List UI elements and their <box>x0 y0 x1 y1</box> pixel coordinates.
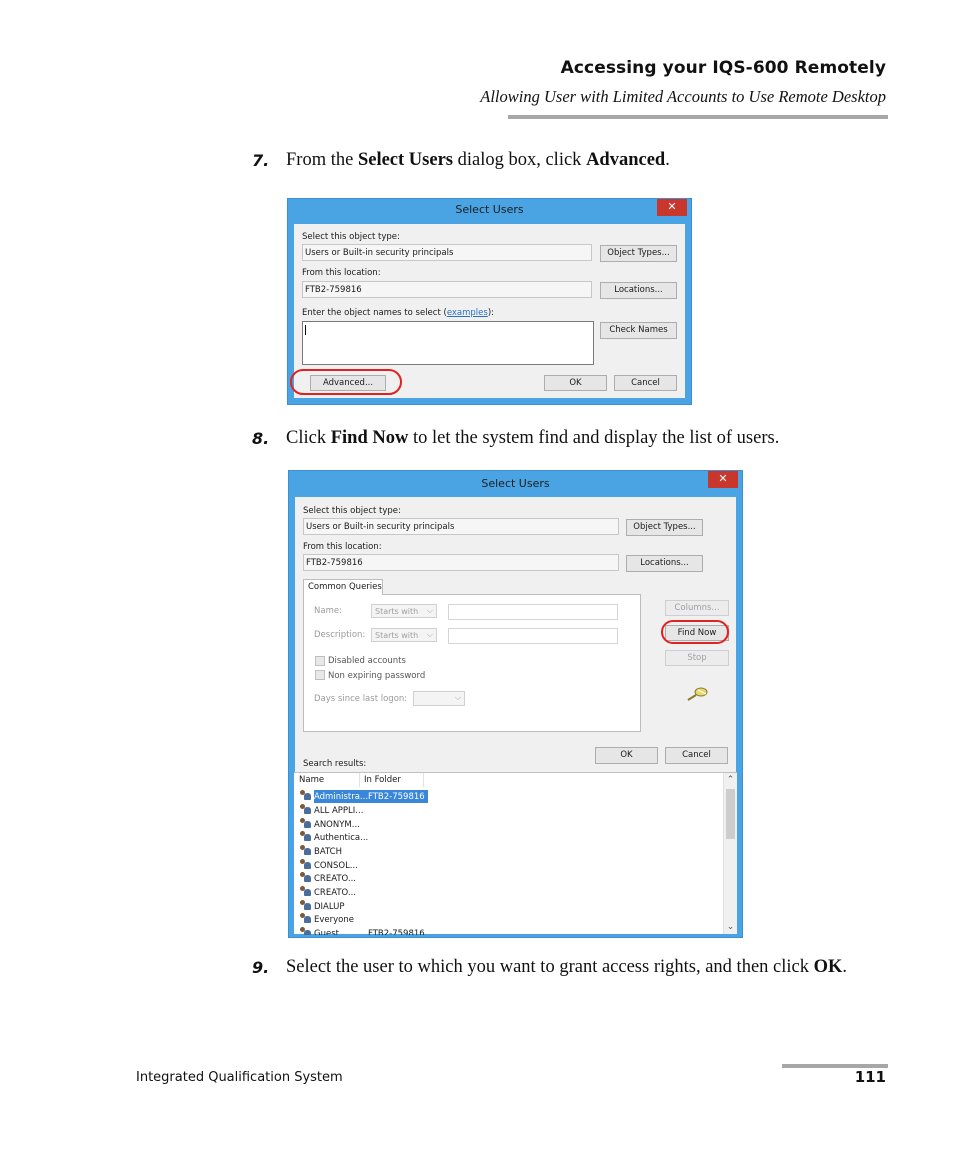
group-icon <box>300 913 312 924</box>
group-icon <box>300 872 312 883</box>
description-condition-select[interactable]: Starts with ⌵ <box>371 628 437 642</box>
name-label: Name: <box>314 606 342 616</box>
object-types-button[interactable]: Object Types... <box>626 519 703 536</box>
chevron-down-icon: ⌵ <box>454 693 461 702</box>
location-label: From this location: <box>303 542 382 552</box>
non-expiring-password-checkbox[interactable] <box>315 670 325 680</box>
close-icon[interactable]: ✕ <box>708 471 738 488</box>
highlight-circle <box>661 620 729 644</box>
result-row[interactable]: Everyone <box>300 913 354 926</box>
cancel-button[interactable]: Cancel <box>665 747 728 764</box>
chevron-down-icon: ⌵ <box>426 630 433 639</box>
step-number: 9. <box>252 958 270 977</box>
object-type-field: Users or Built-in security principals <box>303 518 619 535</box>
group-icon <box>300 831 312 842</box>
object-type-label: Select this object type: <box>303 506 401 516</box>
group-icon <box>300 804 312 815</box>
object-types-button[interactable]: Object Types... <box>600 245 677 262</box>
advanced-button[interactable]: Advanced... <box>310 375 386 391</box>
result-row[interactable]: Authentica... <box>300 831 368 844</box>
group-icon <box>300 900 312 911</box>
result-row[interactable]: CONSOL... <box>300 859 358 872</box>
object-names-label: Enter the object names to select (examples): <box>302 308 495 318</box>
check-names-button[interactable]: Check Names <box>600 322 677 339</box>
result-row[interactable]: ANONYM... <box>300 818 360 831</box>
result-row[interactable]: CREATO... <box>300 872 356 885</box>
dialog-title: Select Users <box>455 203 524 216</box>
location-label: From this location: <box>302 268 381 278</box>
name-input[interactable] <box>448 604 618 620</box>
days-since-logon-select[interactable] <box>413 691 465 706</box>
chevron-up-icon[interactable]: ⌃ <box>726 775 735 785</box>
result-row[interactable]: Administra...FTB2-759816 <box>300 790 425 803</box>
search-results-list[interactable] <box>294 772 737 934</box>
locations-button[interactable]: Locations... <box>600 282 677 299</box>
result-row[interactable]: CREATO... <box>300 886 356 899</box>
cancel-button[interactable]: Cancel <box>614 375 677 391</box>
object-names-input[interactable] <box>302 321 594 365</box>
dialog-body <box>295 497 736 935</box>
group-icon <box>300 845 312 856</box>
group-icon <box>300 886 312 897</box>
step-number: 8. <box>252 429 270 448</box>
tab-common-queries[interactable]: Common Queries <box>303 579 383 595</box>
user-icon <box>300 927 312 935</box>
non-expiring-password-label: Non expiring password <box>328 671 426 681</box>
description-label: Description: <box>314 630 366 640</box>
chevron-down-icon: ⌵ <box>426 606 433 615</box>
dialog-title: Select Users <box>481 477 550 490</box>
step-number: 7. <box>252 151 270 170</box>
step-text: From the Select Users dialog box, click Advanced. <box>286 150 670 170</box>
dialog-body <box>294 224 685 398</box>
columns-button[interactable]: Columns... <box>665 600 729 616</box>
result-row[interactable]: ALL APPLI... <box>300 804 363 817</box>
examples-link[interactable]: examples <box>446 308 488 318</box>
ok-button[interactable]: OK <box>595 747 658 764</box>
days-since-logon-label: Days since last logon: <box>314 694 408 704</box>
result-row[interactable]: BATCH <box>300 845 342 858</box>
page-number: 111 <box>854 1068 886 1086</box>
location-field: FTB2-759816 <box>303 554 619 571</box>
running-header-subtitle: Allowing User with Limited Accounts to Use Remote Desktop <box>480 87 886 106</box>
close-icon[interactable]: ✕ <box>657 199 687 216</box>
running-header-title: Accessing your IQS-600 Remotely <box>560 58 886 78</box>
step-9 <box>252 954 892 1010</box>
select-users-dialog-screenshot-2 <box>288 470 743 938</box>
group-icon <box>300 818 312 829</box>
column-header-name[interactable]: Name <box>294 773 360 787</box>
disabled-accounts-label: Disabled accounts <box>328 656 406 666</box>
location-field: FTB2-759816 <box>302 281 592 298</box>
result-row[interactable]: DIALUP <box>300 900 345 913</box>
step-text: Click Find Now to let the system find and display the list of users. <box>286 428 780 448</box>
group-icon <box>300 859 312 870</box>
chevron-down-icon[interactable]: ⌄ <box>726 922 735 932</box>
results-scrollbar[interactable] <box>723 773 737 934</box>
footer-title: Integrated Qualification System <box>136 1070 343 1085</box>
stop-button[interactable]: Stop <box>665 650 729 666</box>
object-type-label: Select this object type: <box>302 232 400 242</box>
result-row[interactable]: Guest FTB2-759816 <box>300 927 425 935</box>
find-now-button[interactable]: Find Now <box>665 625 729 641</box>
disabled-accounts-checkbox[interactable] <box>315 656 325 666</box>
step-text: Select the user to which you want to grant access rights, and then click OK. <box>286 957 848 977</box>
locations-button[interactable]: Locations... <box>626 555 703 572</box>
ok-button[interactable]: OK <box>544 375 607 391</box>
search-results-label: Search results: <box>303 759 367 769</box>
scrollbar-thumb[interactable] <box>726 789 735 839</box>
header-rule <box>508 115 888 119</box>
column-header-in-folder[interactable]: In Folder <box>362 773 424 787</box>
name-condition-select[interactable]: Starts with ⌵ <box>371 604 437 618</box>
select-users-dialog-screenshot-1 <box>287 198 692 405</box>
highlight-circle <box>290 369 402 395</box>
user-icon <box>300 790 312 801</box>
object-type-field: Users or Built-in security principals <box>302 244 592 261</box>
search-magnifier-icon <box>686 686 710 702</box>
description-input[interactable] <box>448 628 618 644</box>
